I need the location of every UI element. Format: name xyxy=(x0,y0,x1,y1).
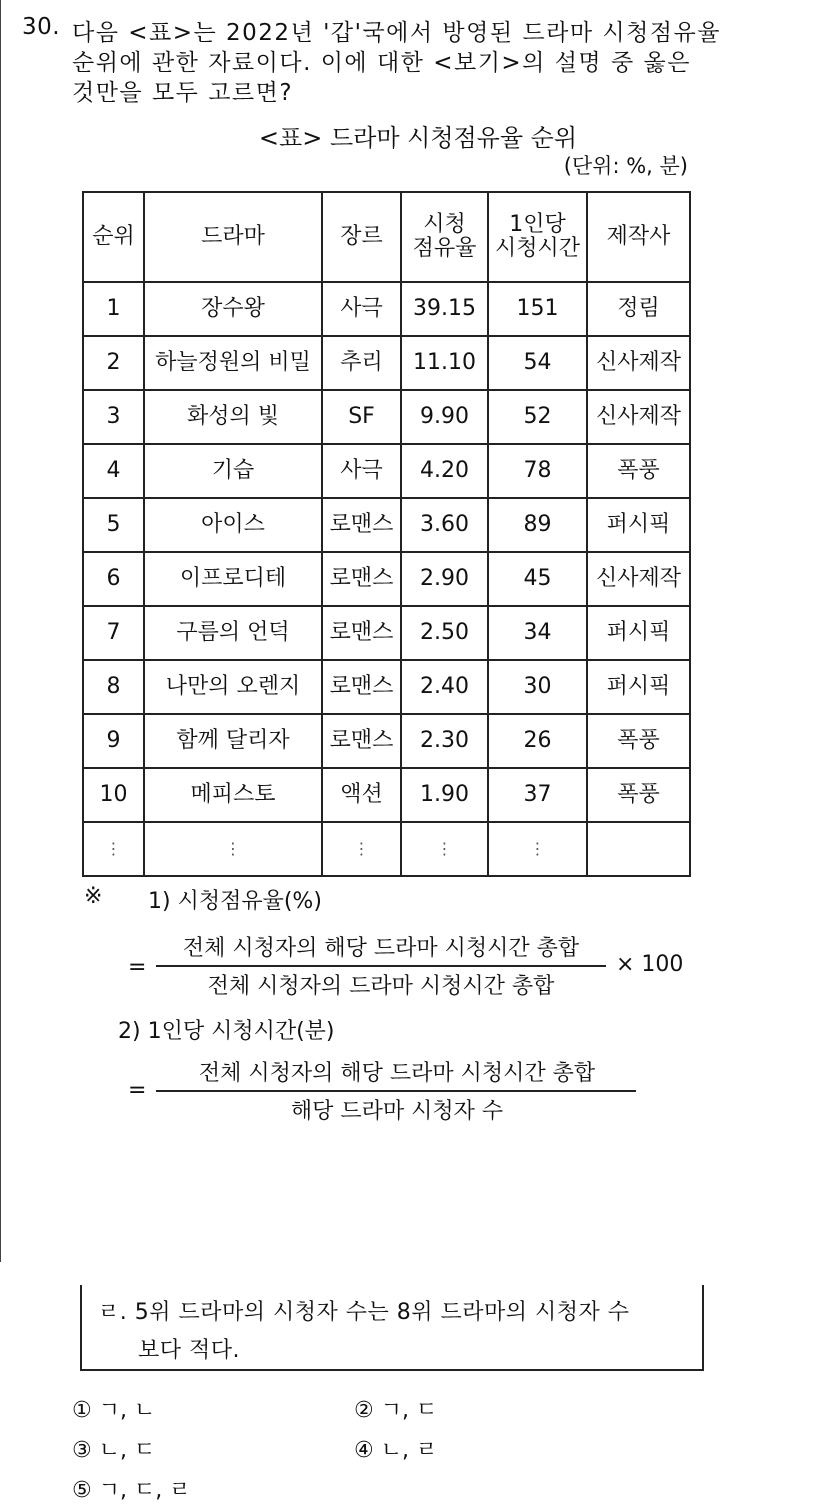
continuation-mark: ⋮ xyxy=(322,822,401,876)
choice-4[interactable] xyxy=(354,1433,437,1464)
table-continuation-row xyxy=(83,822,690,876)
cell-producer: 폭풍 xyxy=(587,444,690,498)
cell-time: 30 xyxy=(488,660,587,714)
cell-drama: 나만의 오렌지 xyxy=(144,660,322,714)
note1-numerator: 전체 시청자의 해당 드라마 시청시간 총합 xyxy=(182,936,580,961)
box-statement-line-1: ㄹ. 5위 드라마의 시청자 수는 8위 드라마의 시청자 수 xyxy=(98,1300,630,1325)
cell-share: 3.60 xyxy=(401,498,488,552)
choice-5[interactable] xyxy=(72,1473,190,1504)
continuation-mark: ⋮ xyxy=(401,822,488,876)
cell-rank: 9 xyxy=(83,714,144,768)
note1-label: 1) 시청점유율(%) xyxy=(148,889,322,914)
choice-4-mark: ④ xyxy=(354,1438,374,1463)
cell-share: 4.20 xyxy=(401,444,488,498)
cell-time: 52 xyxy=(488,390,587,444)
cell-share: 2.50 xyxy=(401,606,488,660)
table-row xyxy=(83,444,690,498)
header-drama: 드라마 xyxy=(144,192,322,282)
example-box xyxy=(80,1285,704,1371)
note2-equals: = xyxy=(128,1078,147,1103)
choice-4-text: ㄴ, ㄹ xyxy=(380,1438,438,1463)
note2-numerator: 전체 시청자의 해당 드라마 시청시간 총합 xyxy=(198,1061,596,1086)
cell-rank: 2 xyxy=(83,336,144,390)
note2-fraction-bar xyxy=(156,1090,636,1092)
box-statement-line-2: 보다 적다. xyxy=(138,1338,240,1363)
cell-time: 37 xyxy=(488,768,587,822)
cell-producer: 퍼시픽 xyxy=(587,606,690,660)
cell-time: 78 xyxy=(488,444,587,498)
cell-genre: 사극 xyxy=(322,282,401,336)
cell-producer: 신사제작 xyxy=(587,390,690,444)
cell-time: 45 xyxy=(488,552,587,606)
table-row xyxy=(83,498,690,552)
cell-share: 9.90 xyxy=(401,390,488,444)
cell-share: 2.90 xyxy=(401,552,488,606)
cell-time: 151 xyxy=(488,282,587,336)
cell-share: 39.15 xyxy=(401,282,488,336)
choice-3[interactable] xyxy=(72,1433,155,1464)
question-text-line-2: 순위에 관한 자료이다. 이에 대한 <보기>의 설명 중 옳은 xyxy=(72,50,691,76)
question-text-line-1: 다음 <표>는 2022년 '갑'국에서 방영된 드라마 시청점유율 xyxy=(72,20,721,46)
choice-2-mark: ② xyxy=(354,1398,374,1423)
header-genre: 장르 xyxy=(322,192,401,282)
cell-time: 89 xyxy=(488,498,587,552)
header-share: 시청 점유율 xyxy=(401,192,488,282)
table-row xyxy=(83,606,690,660)
cell-producer: 신사제작 xyxy=(587,336,690,390)
cell-share: 2.40 xyxy=(401,660,488,714)
cell-rank: 5 xyxy=(83,498,144,552)
cell-genre: 로맨스 xyxy=(322,660,401,714)
cell-drama: 장수왕 xyxy=(144,282,322,336)
note1-equals: = xyxy=(128,955,147,980)
cell-rank: 7 xyxy=(83,606,144,660)
note-mark: ※ xyxy=(84,884,103,909)
cell-genre: 추리 xyxy=(322,336,401,390)
empty-cell xyxy=(587,822,690,876)
cell-drama: 화성의 빛 xyxy=(144,390,322,444)
table-row xyxy=(83,768,690,822)
table-row xyxy=(83,714,690,768)
cell-rank: 1 xyxy=(83,282,144,336)
cell-drama: 아이스 xyxy=(144,498,322,552)
cell-time: 34 xyxy=(488,606,587,660)
header-producer: 제작사 xyxy=(587,192,690,282)
cell-share: 2.30 xyxy=(401,714,488,768)
continuation-mark: ⋮ xyxy=(144,822,322,876)
choice-5-text: ㄱ, ㄷ, ㄹ xyxy=(98,1478,191,1503)
cell-drama: 하늘정원의 비밀 xyxy=(144,336,322,390)
ranking-table xyxy=(82,191,691,877)
choice-3-text: ㄴ, ㄷ xyxy=(98,1438,156,1463)
table-row xyxy=(83,552,690,606)
table-row xyxy=(83,660,690,714)
cell-drama: 이프로디테 xyxy=(144,552,322,606)
continuation-mark: ⋮ xyxy=(488,822,587,876)
note2-denominator: 해당 드라마 시청자 수 xyxy=(290,1099,504,1124)
header-rank: 순위 xyxy=(83,192,144,282)
cell-producer: 폭풍 xyxy=(587,714,690,768)
cell-share: 11.10 xyxy=(401,336,488,390)
choice-1[interactable] xyxy=(72,1393,155,1424)
question-text-line-3: 것만을 모두 고르면? xyxy=(72,80,294,106)
note1-multiplier: × 100 xyxy=(616,952,684,977)
cell-genre: 로맨스 xyxy=(322,714,401,768)
cell-genre: 로맨스 xyxy=(322,498,401,552)
choice-1-mark: ① xyxy=(72,1398,92,1423)
cell-drama: 구름의 언덕 xyxy=(144,606,322,660)
choice-1-text: ㄱ, ㄴ xyxy=(98,1398,156,1423)
table-row xyxy=(83,336,690,390)
cell-time: 26 xyxy=(488,714,587,768)
cell-producer: 정림 xyxy=(587,282,690,336)
table-header-row xyxy=(83,192,690,282)
cell-time: 54 xyxy=(488,336,587,390)
cell-rank: 4 xyxy=(83,444,144,498)
question-number: 30. xyxy=(22,14,61,40)
cell-drama: 메피스토 xyxy=(144,768,322,822)
cell-rank: 8 xyxy=(83,660,144,714)
note1-denominator: 전체 시청자의 드라마 시청시간 총합 xyxy=(207,974,555,999)
table-unit: (단위: %, 분) xyxy=(563,154,688,178)
cell-rank: 6 xyxy=(83,552,144,606)
page-left-rule xyxy=(0,0,1,1262)
cell-producer: 신사제작 xyxy=(587,552,690,606)
header-time-per-viewer: 1인당 시청시간 xyxy=(488,192,587,282)
note2-label: 2) 1인당 시청시간(분) xyxy=(118,1019,335,1044)
cell-genre: 액션 xyxy=(322,768,401,822)
choice-2[interactable] xyxy=(354,1393,437,1424)
cell-producer: 퍼시픽 xyxy=(587,498,690,552)
cell-drama: 함께 달리자 xyxy=(144,714,322,768)
cell-genre: 사극 xyxy=(322,444,401,498)
choice-2-text: ㄱ, ㄷ xyxy=(380,1398,438,1423)
cell-rank: 10 xyxy=(83,768,144,822)
cell-producer: 퍼시픽 xyxy=(587,660,690,714)
note1-fraction-bar xyxy=(156,965,606,967)
table-title: <표> 드라마 시청점유율 순위 xyxy=(258,124,578,152)
cell-share: 1.90 xyxy=(401,768,488,822)
cell-rank: 3 xyxy=(83,390,144,444)
table-row xyxy=(83,282,690,336)
cell-genre: 로맨스 xyxy=(322,552,401,606)
cell-drama: 기습 xyxy=(144,444,322,498)
cell-producer: 폭풍 xyxy=(587,768,690,822)
choice-5-mark: ⑤ xyxy=(72,1478,92,1503)
choice-3-mark: ③ xyxy=(72,1438,92,1463)
cell-genre: SF xyxy=(322,390,401,444)
cell-genre: 로맨스 xyxy=(322,606,401,660)
table-row xyxy=(83,390,690,444)
continuation-mark: ⋮ xyxy=(83,822,144,876)
